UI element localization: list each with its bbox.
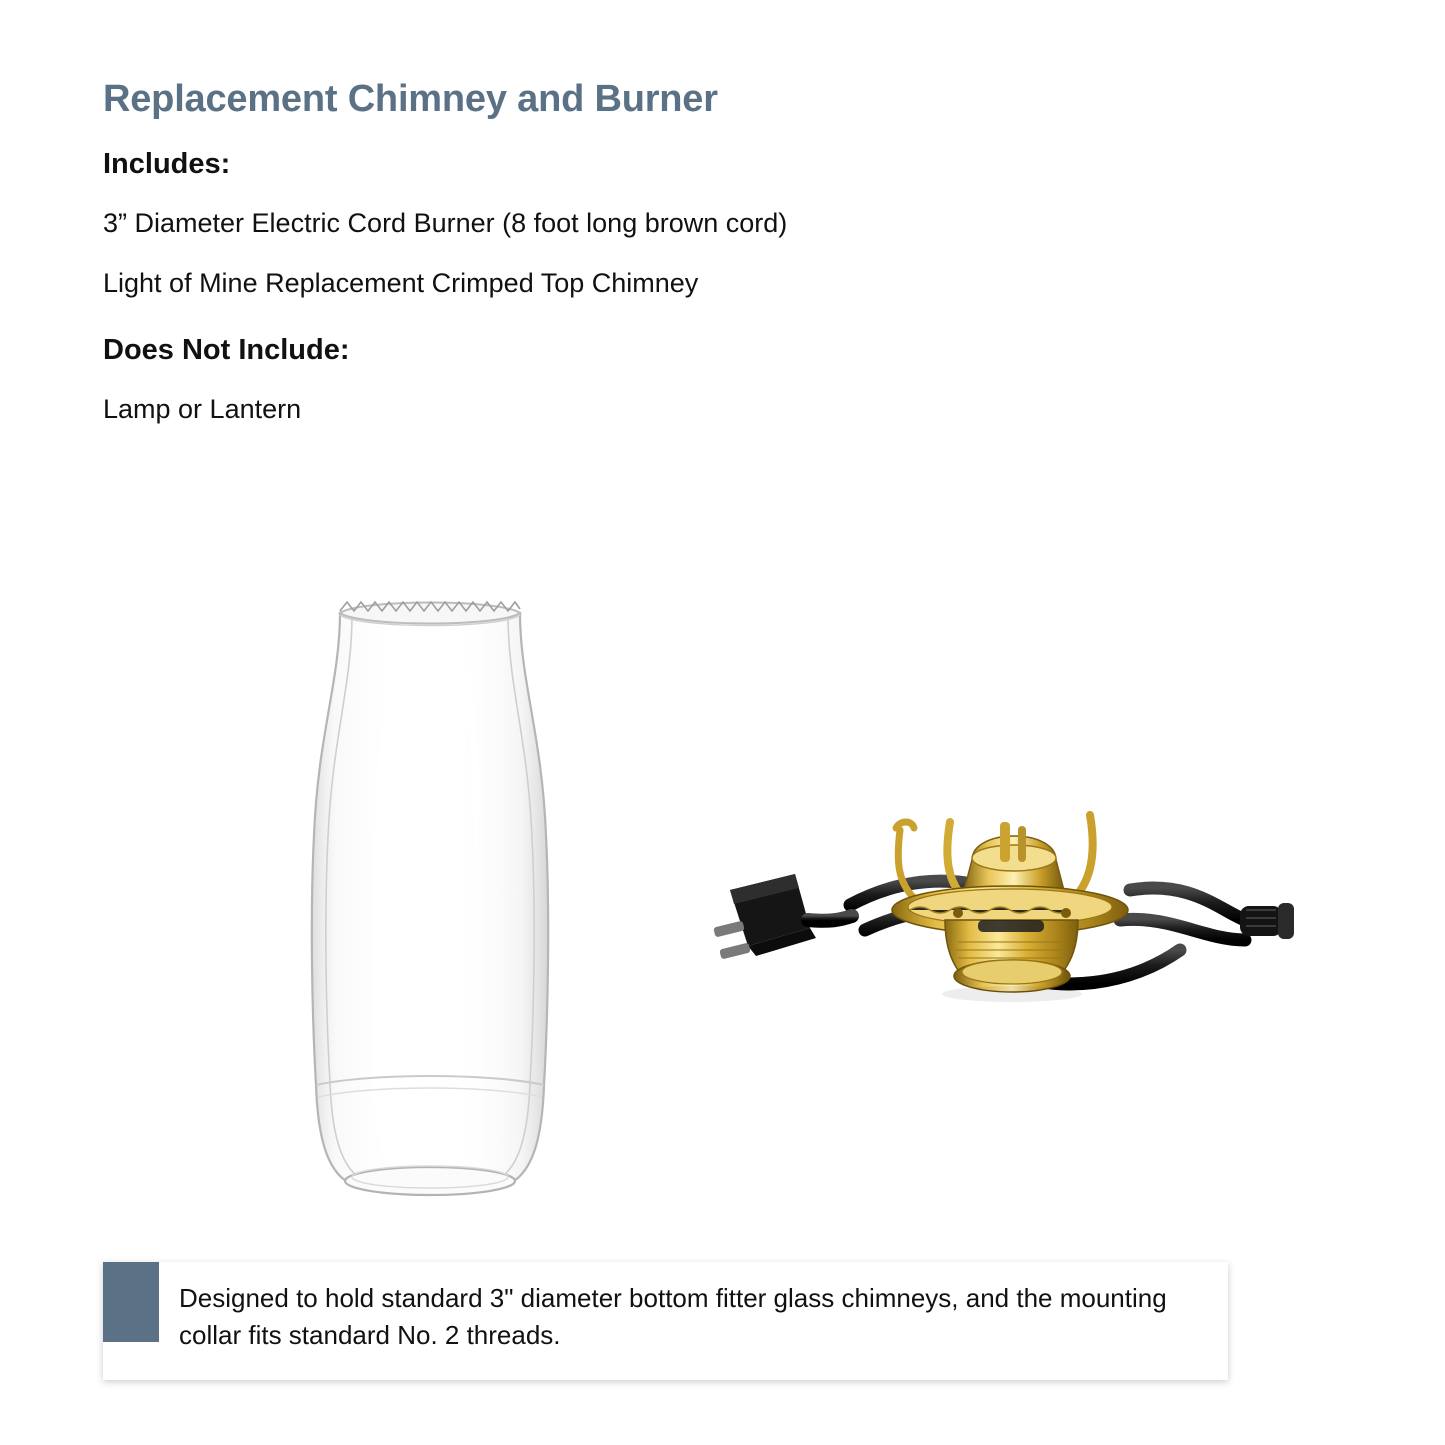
burner-assembly-icon: [700, 770, 1320, 1060]
chimney-prong-right: [1076, 815, 1093, 896]
product-images: [0, 540, 1445, 1240]
chimney-glass-icon: [300, 585, 560, 1205]
burner-image: [700, 770, 1320, 1060]
cord-end: [1240, 903, 1294, 939]
callout-text: Designed to hold standard 3" diameter bottom fitter glass chimneys, and the mounting collar fits standard No. 2 threads.: [179, 1283, 1167, 1350]
callout-box: [103, 1262, 1228, 1380]
includes-heading: Includes:: [103, 147, 231, 180]
excludes-heading: Does Not Include:: [103, 333, 350, 366]
product-text-block: [103, 78, 1203, 426]
callout-accent-bar: [103, 1262, 159, 1342]
page-title: Replacement Chimney and Burner: [103, 78, 718, 120]
includes-item-2: Light of Mine Replacement Crimped Top Chimney: [103, 268, 699, 299]
excludes-item-1: Lamp or Lantern: [103, 394, 302, 425]
chimney-image: [300, 585, 560, 1205]
electric-plug: [713, 874, 852, 959]
includes-item-1: 3” Diameter Electric Cord Burner (8 foot long brown cord): [103, 208, 788, 239]
